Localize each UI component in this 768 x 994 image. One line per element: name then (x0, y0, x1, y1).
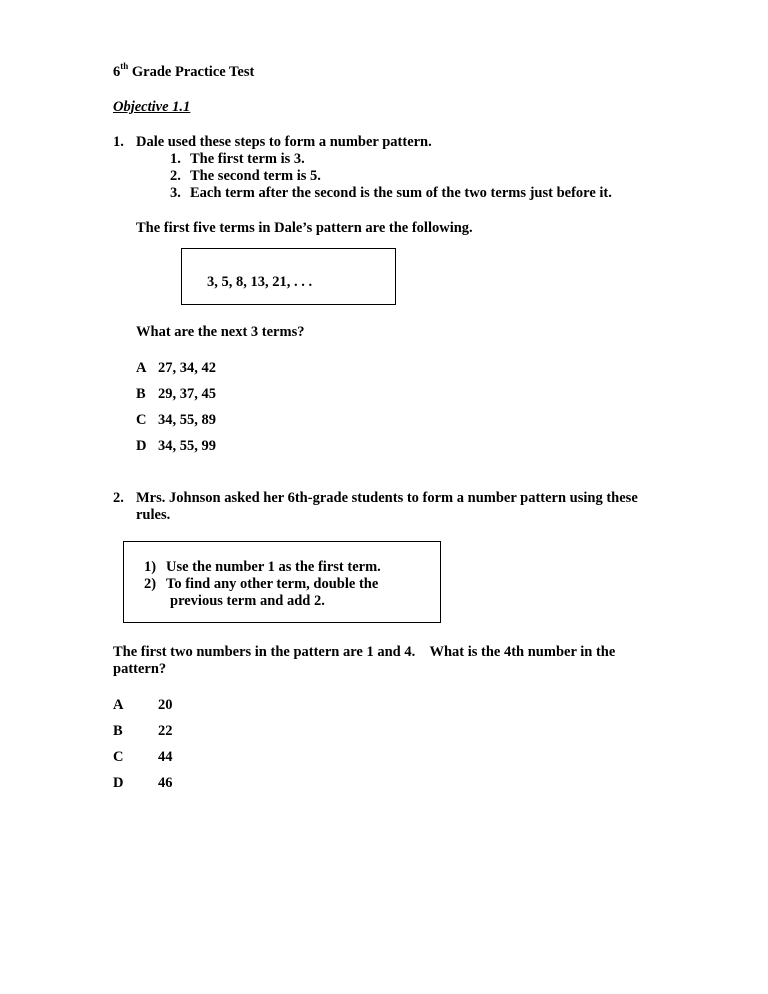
q1-option-b[interactable] (136, 386, 216, 403)
title-number: 6 (113, 64, 121, 80)
question-2-stem-line2: rules. (136, 507, 171, 523)
option-text: 34, 55, 99 (158, 438, 216, 454)
step-2-text: The second term is 5. (190, 168, 321, 184)
rule-1-text: Use the number 1 as the first term. (166, 559, 381, 575)
question-1-prompt: What are the next 3 terms? (136, 324, 305, 340)
step-1-number: 1. (170, 151, 181, 167)
question-2-prompt-line2: pattern? (113, 661, 167, 677)
pattern-box-text: 3, 5, 8, 13, 21, . . . (207, 274, 313, 290)
rules-box (123, 541, 441, 623)
q1-option-c[interactable] (136, 412, 216, 429)
q1-option-a[interactable] (136, 360, 216, 377)
q2-option-b[interactable] (113, 723, 173, 740)
title-superscript: th (120, 61, 129, 72)
option-text: 20 (158, 697, 173, 713)
option-letter: A (113, 697, 124, 713)
q2-option-c[interactable] (113, 749, 173, 766)
rule-2-text: To find any other term, double the (166, 576, 379, 592)
rule-2-number: 2) (144, 576, 157, 592)
option-letter: D (113, 775, 124, 791)
page-title (113, 61, 255, 81)
option-letter: D (136, 438, 147, 454)
title-text: Grade Practice Test (128, 64, 255, 80)
option-text: 44 (158, 749, 173, 765)
objective-heading: Objective 1.1 (113, 99, 191, 115)
option-text: 22 (158, 723, 173, 739)
option-text: 46 (158, 775, 173, 791)
option-letter: C (113, 749, 124, 765)
question-2-number: 2. (113, 490, 124, 506)
rule-2-text-cont: previous term and add 2. (170, 593, 325, 609)
step-3-text: Each term after the second is the sum of the two terms just before it. (190, 185, 612, 201)
option-letter: B (113, 723, 123, 739)
option-letter: A (136, 360, 147, 376)
step-2-number: 2. (170, 168, 181, 184)
question-2-prompt-line1: The first two numbers in the pattern are 1 and 4. What is the 4th number in the (113, 644, 616, 660)
option-letter: C (136, 412, 147, 428)
question-1-intro: The first five terms in Dale’s pattern are the following. (136, 220, 473, 236)
question-1-number: 1. (113, 134, 124, 150)
option-letter: B (136, 386, 146, 402)
question-2-stem-line1: Mrs. Johnson asked her 6th-grade students to form a number pattern using these (136, 490, 638, 506)
rule-1-number: 1) (144, 559, 157, 575)
step-3-number: 3. (170, 185, 181, 201)
q2-option-a[interactable] (113, 697, 173, 714)
step-1-text: The first term is 3. (190, 151, 305, 167)
option-text: 27, 34, 42 (158, 360, 216, 376)
option-text: 34, 55, 89 (158, 412, 216, 428)
question-1-stem: Dale used these steps to form a number pattern. (136, 134, 432, 150)
option-text: 29, 37, 45 (158, 386, 216, 402)
q1-option-d[interactable] (136, 438, 216, 455)
pattern-box (181, 248, 396, 305)
q2-option-d[interactable] (113, 775, 173, 792)
